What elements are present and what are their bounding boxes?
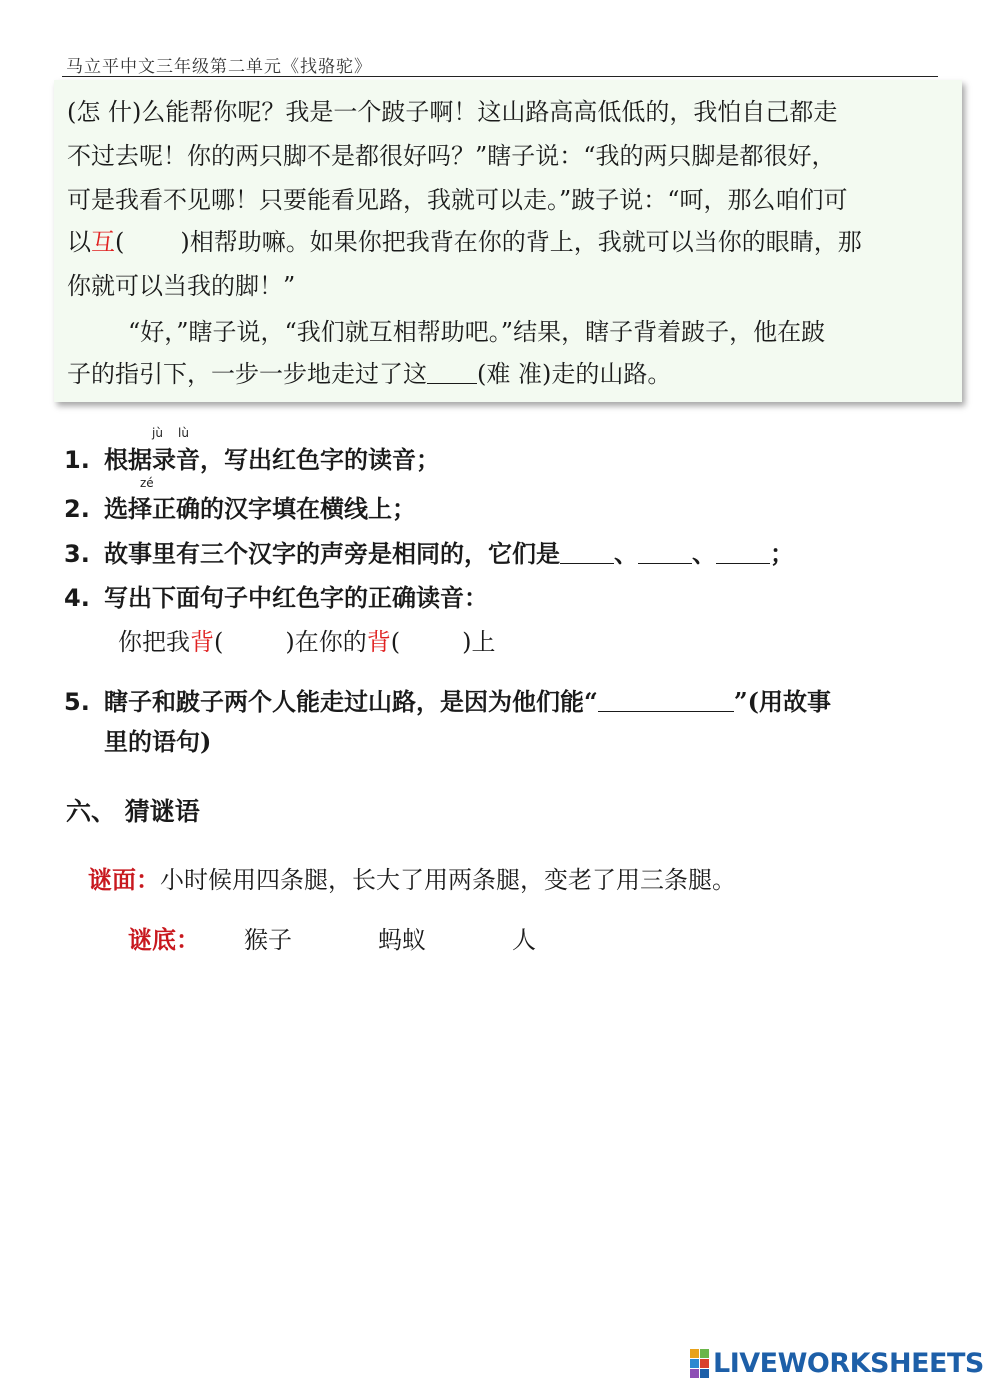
red-char-hu: 互 (91, 228, 115, 256)
question-5-line-2 (104, 722, 211, 757)
question-4-text: 写出下面句子中红色字的正确读音： (104, 583, 488, 612)
answer-option-ant[interactable]: 蚂蚁 (378, 926, 426, 954)
question-3-text: 故事里有三个汉字的声旁是相同的，它们是 (104, 539, 560, 568)
answer-blank-1[interactable] (560, 541, 614, 564)
answer-option-person[interactable]: 人 (512, 926, 536, 954)
riddle-answers (128, 920, 536, 955)
question-5-number: 5. (64, 688, 90, 716)
question-1 (64, 440, 440, 475)
question-4-number: 4. (64, 584, 90, 612)
liveworksheets-logo (690, 1348, 984, 1378)
story-line-3: 可是我看不见哪！只要能看见路，我就可以走。”跛子说：“呵，那么咱们可 (67, 186, 848, 214)
question-5-text: 瞎子和跛子两个人能走过山路，是因为他们能“ (104, 687, 598, 716)
answer-blank-phrase[interactable] (598, 689, 734, 712)
story-line-7-post: (难 准)走的山路。 (477, 360, 672, 388)
question-5-text-post: ”(用故事 (733, 687, 831, 716)
pinyin-ze: zé (140, 476, 154, 490)
story-line-7 (67, 354, 671, 389)
sentence-end: )上 (462, 628, 496, 656)
answer-blank-3[interactable] (716, 541, 770, 564)
riddle-prompt-label: 谜面： (88, 865, 160, 894)
story-line-7-pre: 子的指引下，一步一步地走过了这 (67, 360, 427, 388)
question-3-end: ； (770, 539, 794, 568)
fill-blank-nan-zhun[interactable] (427, 361, 477, 384)
answer-blank-2[interactable] (638, 541, 692, 564)
story-line-1: (怎 什)么能帮你呢？我是一个跛子啊！这山路高高低低的，我怕自己都走 (67, 98, 838, 126)
riddle-prompt-text: 小时候用四条腿，长大了用两条腿，变老了用三条腿。 (160, 866, 736, 894)
paren-open: ( (390, 628, 401, 656)
story-line-6: “好，”瞎子说，“我们就互相帮助吧。”结果，瞎子背着跛子，他在跛 (128, 318, 826, 346)
sentence-pre: 你把我 (118, 628, 190, 656)
story-line-4-post: )相帮助嘛。如果你把我背在你的背上，我就可以当你的眼睛，那 (180, 228, 862, 256)
story-line-4-pre: 以 (67, 228, 91, 256)
question-4 (64, 578, 488, 613)
header-title: 马立平中文三年级第二单元《找骆驼》 (66, 57, 372, 77)
paren-open: ( (214, 628, 224, 656)
question-2 (64, 489, 416, 524)
section-title-riddle: 六、 猜谜语 (66, 797, 200, 826)
separator: 、 (614, 539, 638, 568)
riddle-answer-label: 谜底： (128, 925, 200, 954)
separator: 、 (692, 539, 716, 568)
question-2-text: 选择正确的汉字填在横线上； (104, 494, 416, 523)
paren-open: ( (115, 228, 125, 256)
header-divider (62, 76, 938, 77)
red-char-bei-1: 背 (190, 628, 214, 656)
question-3 (64, 534, 794, 569)
pinyin-lu: lù (178, 426, 189, 440)
question-2-number: 2. (64, 495, 90, 523)
question-3-number: 3. (64, 540, 90, 568)
question-1-text: 根据录音，写出红色字的读音； (104, 445, 440, 474)
story-line-2: 不过去呢！你的两只脚不是都很好吗？”瞎子说：“我的两只脚是都很好， (67, 142, 836, 170)
question-5 (64, 682, 831, 717)
question-1-number: 1. (64, 446, 90, 474)
riddle-prompt (88, 860, 736, 895)
answer-option-monkey[interactable]: 猴子 (244, 926, 292, 954)
logo-mark-icon (690, 1349, 709, 1378)
question-4-sentence (118, 622, 496, 657)
story-line-4 (67, 222, 862, 257)
story-line-5: 你就可以当我的脚！” (67, 272, 296, 300)
pinyin-ju: jù (152, 426, 163, 440)
question-5-continuation: 里的语句) (104, 727, 212, 756)
sentence-mid: )在你的 (285, 628, 367, 656)
red-char-bei-2: 背 (366, 628, 391, 656)
logo-text: LIVEWORKSHEETS (713, 1347, 984, 1379)
